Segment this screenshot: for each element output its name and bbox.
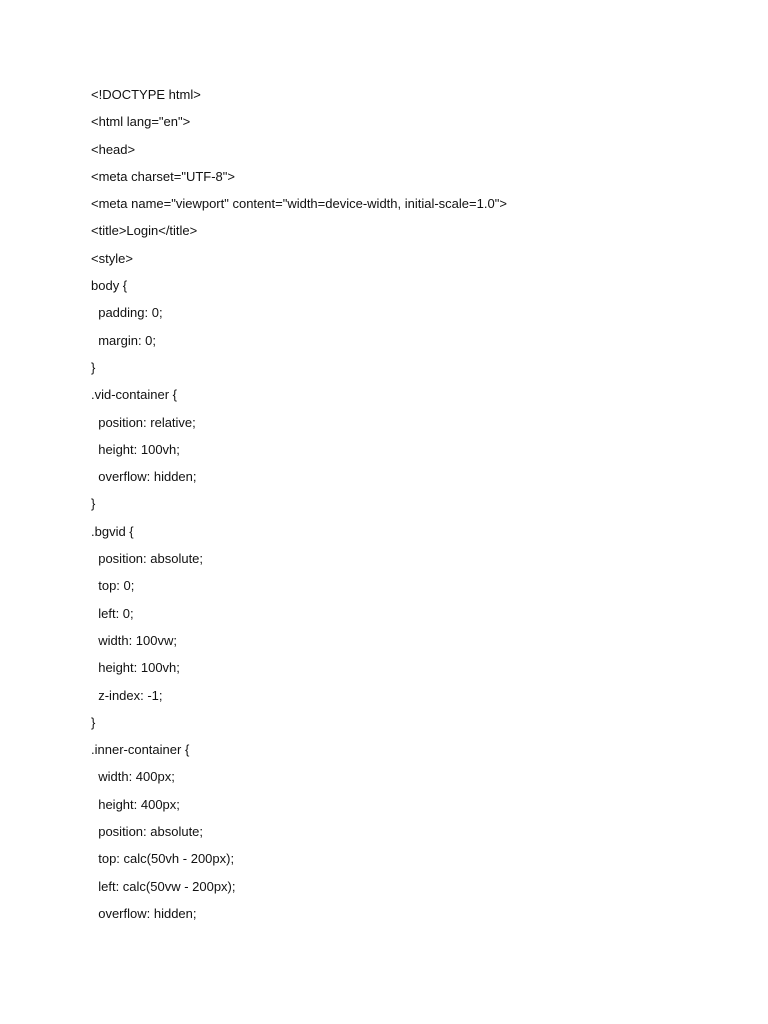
code-line: .inner-container { [91,742,190,758]
code-line: .bgvid { [91,523,134,539]
code-line: <style> [91,250,133,266]
code-line: <title>Login</title> [91,223,198,239]
code-line: overflow: hidden; [91,469,197,485]
code-line: left: calc(50vw - 200px); [91,878,236,894]
code-line: body { [91,278,128,294]
code-line: height: 400px; [91,796,180,812]
code-line: position: absolute; [91,824,204,840]
code-line: } [91,496,96,512]
code-line: height: 100vh; [91,660,180,676]
code-line: } [91,359,96,375]
code-line: margin: 0; [91,332,157,348]
code-line: } [91,714,96,730]
code-line: position: relative; [91,414,196,430]
code-line: overflow: hidden; [91,905,197,921]
code-line: <!DOCTYPE html> [91,87,201,102]
code-line: padding: 0; [91,305,163,321]
code-listing [91,84,507,930]
code-line: width: 400px; [91,769,175,785]
code-line: top: 0; [91,578,135,594]
code-line: <meta name="viewport" content="width=device-width, initial-scale=1.0"> [91,196,507,212]
code-line: <head> [91,141,136,157]
code-line: position: absolute; [91,551,204,567]
code-line: height: 100vh; [91,441,180,457]
code-line: .vid-container { [91,387,177,403]
code-line: left: 0; [91,605,134,621]
code-line: <html lang="en"> [91,114,191,130]
code-line: <meta charset="UTF-8"> [91,168,235,184]
code-line: z-index: -1; [91,687,163,703]
code-line: width: 100vw; [91,632,177,648]
code-line: top: calc(50vh - 200px); [91,851,235,867]
